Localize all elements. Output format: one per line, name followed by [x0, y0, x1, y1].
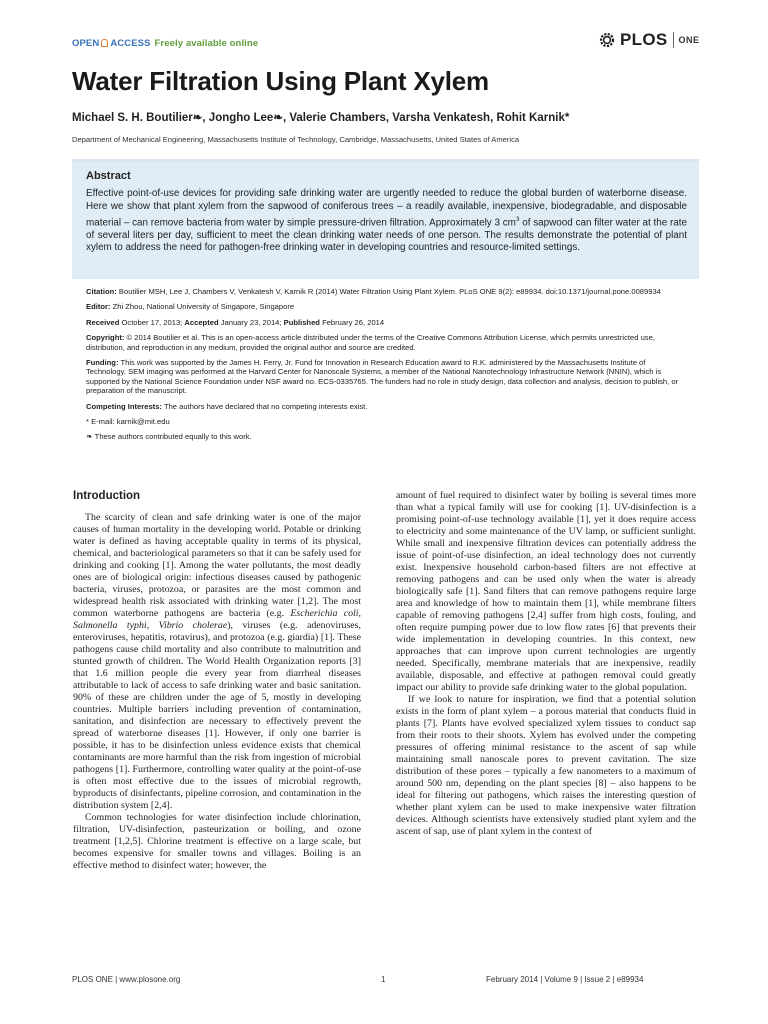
intro-p1-text-c: , [146, 620, 159, 631]
author-list: Michael S. H. Boutilier❧, Jongho Lee❧, Valerie Chambers, Varsha Venkatesh, Rohit Karnik* [72, 112, 570, 124]
affiliation: Department of Mechanical Engineering, Massachusetts Institute of Technology, Cambridge, Massachusetts, United States of America [72, 135, 520, 144]
copyright-text: © 2014 Boutilier et al. This is an open-access article distributed under the terms of the Creative Commons Attribution License, which permits unrestricted use, distribution, and reproduction in any medium, provided the original author and source are credited. [86, 333, 655, 352]
funding-label: Funding: [86, 358, 119, 368]
editor-line [86, 302, 686, 311]
funding-text: This work was supported by the James H. Ferry, Jr. Fund for Innovation in Research Education award to R.K. administered by the Massachusetts Institute of Technology. SEM imaging was performed at the Harvard Center for Nanoscale Systems, a member of the National Nanotechnology Infrastructure Network (NNIN), which is supported by the National Science Foundation under NSF award no. ECS-0335765. The funders had no role in study design, data collection and analysis, decision to publish, or preparation of the manuscript. [86, 358, 679, 396]
freely-available-label: Freely available online [154, 38, 259, 49]
abstract-superscript: 3 [515, 215, 520, 223]
footer-issue-info: February 2014 | Volume 9 | Issue 2 | e89934 [486, 975, 644, 984]
copyright-line [86, 333, 686, 352]
accepted-date: January 23, 2014; [220, 317, 282, 327]
access-label: ACCESS [110, 38, 151, 49]
citation-line [86, 287, 686, 296]
email-line: * E-mail: karnik@mit.edu [86, 417, 170, 427]
intro-paragraph-2: Common technologies for water disinfection include chlorination, filtration, UV-disinfection, pasteurization or boiling, and ozone treatment [1,2,5]. Chlorine treatment is effective on a large scale, but becomes expensive for smaller towns and villages. Boiling is an effective method to disinfect water; however, the [73, 812, 361, 871]
equal-contribution-text: These authors contributed equally to this work. [92, 432, 252, 442]
open-access-banner [72, 38, 258, 49]
abstract-heading: Abstract [86, 170, 131, 182]
copyright-label: Copyright: [86, 333, 125, 343]
intro-paragraph-3: amount of fuel required to disinfect water by boiling is several times more than what a typical family will use for cooking [1]. UV-disinfection is a promising point-of-use technology available [1], yet it does require access to electricity and some maintenance of the UV lamp, or sufficient sunlight. While small and inexpensive filtration devices can potentially address the issue of point-of-use disinfection, an ideal technology does not currently exist. Inexpensive household carbon-based filters are not effective at removing pathogens and can be used only when the water is already biologically safe [1]. Sand filters that can remove pathogens require large area and knowledge of how to maintain them [1], while membrane filters capable of removing pathogens [2,4] suffer from high costs, fouling, and often require pumping power due to low flow rates [6] that prevents their wide implementation in developing countries. In this context, new approaches that can improve upon current technologies are urgently needed. Specifically, membrane materials that are inexpensive, readily available, disposable, and effective at pathogen removal could greatly impact our ability to provide safe drinking water to the global population. [396, 490, 696, 693]
equal-contribution-line [86, 432, 686, 441]
footer-page-number: 1 [381, 975, 386, 984]
abstract-text [86, 188, 687, 255]
species-e-coli: Escherichia coli [290, 608, 359, 619]
competing-text: The authors have declared that no competing interests exist. [163, 401, 368, 411]
open-lock-icon [101, 39, 108, 47]
competing-label: Competing Interests: [86, 401, 162, 411]
species-vibrio: Vibrio cholerae [158, 620, 228, 631]
article-metadata [86, 287, 686, 448]
published-date: February 26, 2014 [322, 317, 385, 327]
abstract-text-part-b: of sapwood can filter water at the rate of several liters per day, sufficient to meet the clean drinking water needs of one person. The results demonstrate the potential of plant xylem to address the need for pathogen-free drinking water in developing countries and resource-limited settings. [86, 216, 688, 254]
intro-p1-text-b: , [358, 608, 361, 619]
abstract-text-part-a: Effective point-of-use devices for providing safe drinking water are urgently needed to reduce the global burden of waterborne disease. Here we show that plant xylem from the sapwood of coniferous trees – a readily available, inexpensive, biodegradable, and disposable material – can remove bacteria from water by simple pressure-driven filtration. Approximately 3 cm [86, 188, 687, 228]
article-title: Water Filtration Using Plant Xylem [72, 66, 489, 96]
funding-line [86, 358, 686, 396]
accepted-label: Accepted [184, 317, 219, 327]
intro-p1-text-a: The scarcity of clean and safe drinking water is one of the major causes of human mortality in the developing world. Potable or drinking water is defined as having acceptable quality in terms of its physical, chemical, and bacteriological parameters so that it can be safely used for drinking and cooking [1]. Among the water pollutants, the most deadly ones are of biological origin: infectious diseases caused by pathogenic bacteria, viruses, protozoa, or parasites are the most common and widespread health risk associated with drinking water [1,2]. The most common waterborne pathogens are bacteria (e.g. [73, 512, 361, 619]
body-column-left [73, 490, 361, 872]
editor-label: Editor: [86, 302, 111, 312]
plos-one-logo [598, 30, 700, 50]
received-date: October 17, 2013; [121, 317, 183, 327]
abstract-box [72, 159, 699, 279]
open-label: OPEN [72, 38, 100, 49]
footer-journal: PLOS ONE | www.plosone.org [72, 975, 181, 984]
intro-p1-text-d: ), viruses (e.g. adenoviruses, enteroviruses, hepatitis, rotavirus), and protozoa (e.g. giardia) [1]. These pathogens cause child mortality and also contribute to malnutrition and stunted growth of children. The World Health Organization reports [3] that 1.6 million people die every year from diarrheal diseases attributable to lack of access to safe drinking water and basic sanitation. 90% of these are children under the age of 5, mostly in developing countries. Multiple barriers including prevention of contamination, sanitation, and disinfection are necessary to effectively prevent the spread of waterborne diseases [1]. However, if only one barrier is possible, it has to be disinfection unless evidence exists that chemical contaminants are more harmful than the risk from ingestion of microbial pathogens [1]. Furthermore, controlling water quality at the point-of-use is often most effective due to the issues of microbial regrowth, byproducts of disinfectants, pipeline corrosion, and contamination in the distribution system [2,4]. [73, 620, 361, 811]
competing-interests-line [86, 402, 686, 411]
editor-text: Zhi Zhou, National University of Singapore, Singapore [112, 302, 295, 312]
species-salmonella: Salmonella typhi [73, 620, 147, 631]
citation-text: Boutilier MSH, Lee J, Chambers V, Venkatesh V, Karnik R (2014) Water Filtration Using Plant Xylem. PLoS ONE 9(2): e89934. doi:10.1371/journal.pone.0089934 [118, 287, 661, 296]
introduction-heading: Introduction [73, 490, 141, 502]
one-journal-text: ONE [678, 35, 700, 45]
citation-label: Citation: [86, 287, 117, 296]
intro-paragraph-4: If we look to nature for inspiration, we find that a potential solution exists in the form of plant xylem – a porous material that conducts fluid in plants [7]. Plants have evolved specialized xylem tissues to conduct sap from their roots to their shoots. Xylem has evolved under the competing pressures of offering minimal resistance to the ascent of sap while maintaining small nanoscale pores to prevent cavitation. The size distribution of these pores – typically a few nanometers to a maximum of around 500 nm, depending on the plant species [8] – also happens to be ideal for filtering out pathogens, which raises the interesting question of whether plant xylem can be used to make inexpensive water filtration devices. Although scientists have extensively studied plant xylem and the ascent of sap, use of plant xylem in the context of [396, 694, 696, 837]
logo-divider [673, 32, 674, 48]
plos-brand-text: PLOS [620, 30, 668, 49]
body-column-right [396, 490, 696, 838]
published-label: Published [283, 317, 320, 327]
received-label: Received [86, 317, 120, 327]
dates-line [86, 318, 686, 327]
intro-paragraph-1 [73, 512, 361, 812]
plos-cog-icon [598, 31, 616, 49]
equal-contribution-icon: ❧ [86, 432, 93, 442]
